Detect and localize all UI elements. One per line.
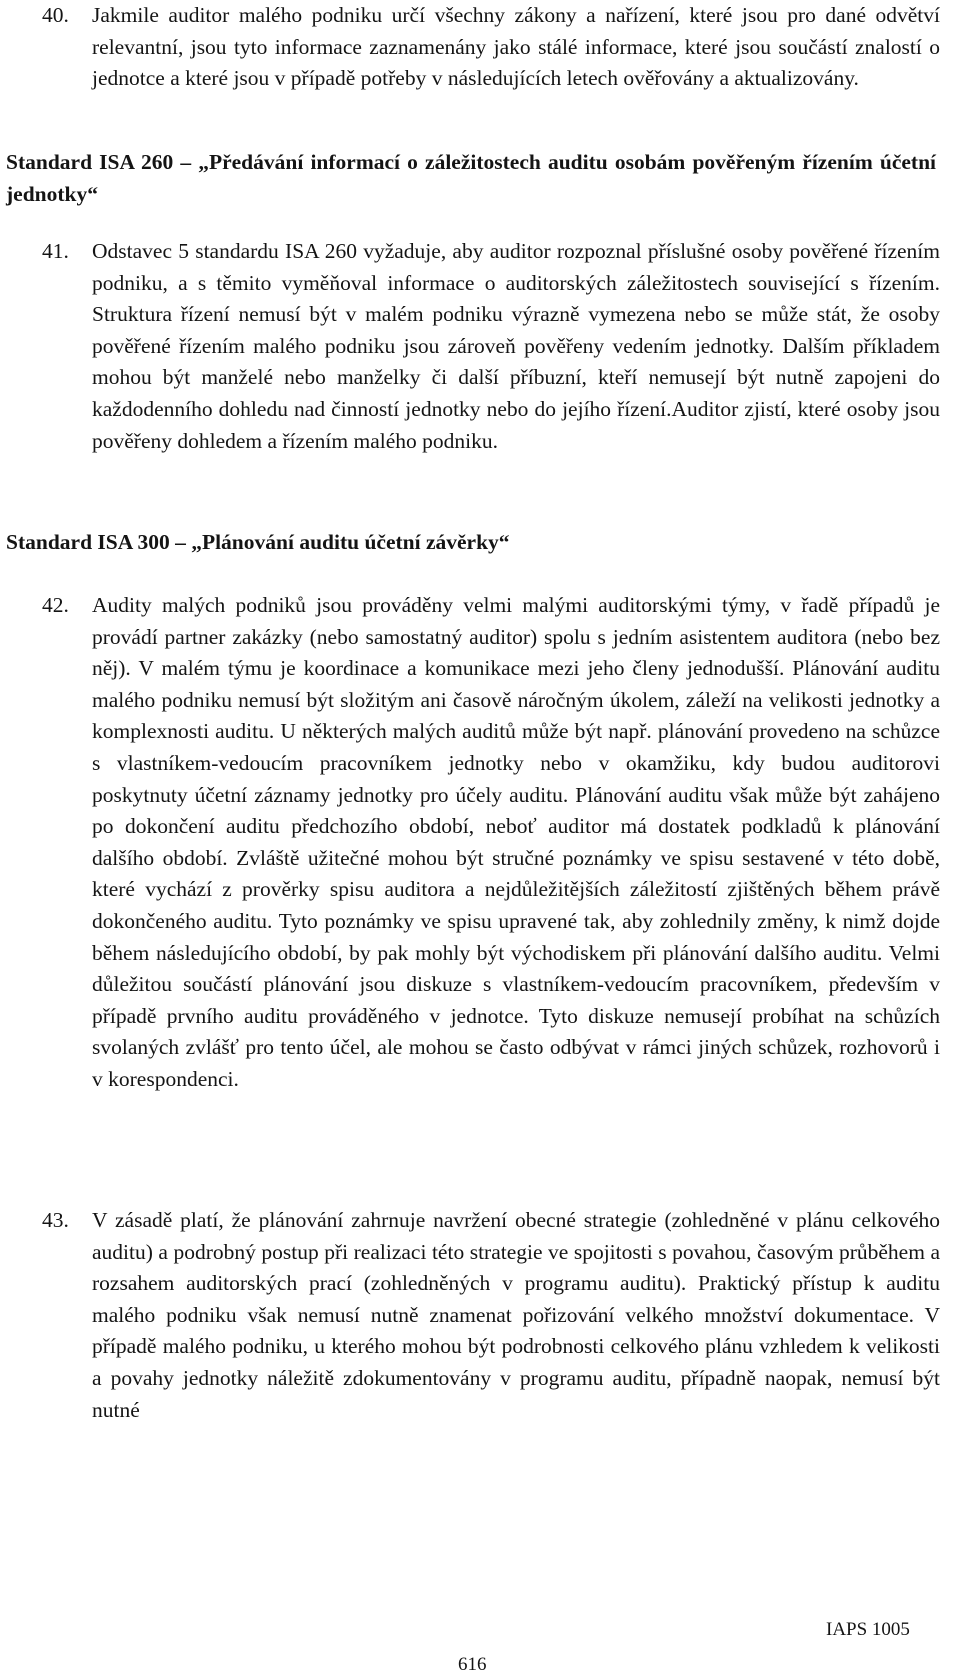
page-number: 616 <box>458 1654 487 1675</box>
section-heading-isa-300: Standard ISA 300 – „Plánování auditu účetní závěrky“ <box>6 530 510 554</box>
paragraph-number: 40. <box>42 3 69 27</box>
paragraph-text: V zásadě platí, že plánování zahrnuje navržení obecné strategie (zohledněné v plánu celkového auditu) a podrobný postup při realizaci této strategie ve spojitosti s povahou, časovým průběhem a rozsahem auditorských prací (zohledněných v programu auditu). Praktický přístup k auditu malého podniku však nemusí nutně znamenat pořizování velkého množství dokumentace. V případě malého podniku, u kterého mohou být podrobnosti celkového plánu vzhledem k velikosti a povahy jednotky náležitě zdokumentovány v programu auditu, případně naopak, nemusí být nutné <box>92 1208 940 1422</box>
paragraph-number: 43. <box>42 1208 69 1232</box>
document-code: IAPS 1005 <box>826 1619 910 1640</box>
paragraph-text: Odstavec 5 standardu ISA 260 vyžaduje, aby auditor rozpoznal příslušné osoby pověřené řízením podniku, a s těmito vyměňoval informace o auditorských záležitostech související s řízením. Struktura řízení nemusí být v malém podniku výrazně vymezena nebo se může stát, že osoby pověřené řízením malého podniku jsou zároveň pověřeny vedením jednotky. Dalším příkladem mohou být manželé nebo manželky či další příbuzní, kteří nemusejí být nutně zapojeni do každodenního dohledu nad činností jednotky nebo do jejího řízení.Auditor zjistí, které osoby jsou pověřeny dohledem a řízením malého podniku. <box>92 239 940 453</box>
paragraph-text: Audity malých podniků jsou prováděny velmi malými auditorskými týmy, v řadě případů je provádí partner zakázky (nebo samostatný auditor) spolu s jedním asistentem auditora (nebo bez něj). V malém týmu je koordinace a komunikace mezi jeho členy jednodušší. Plánování auditu malého podniku nemusí být složitým ani časově náročným úkolem, záleží na velikosti jednotky a komplexnosti auditu. U některých malých auditů může být např. plánování provedeno na schůzce s vlastníkem-vedoucím pracovníkem jednotky nebo v okamžiku, kdy budou auditorovi poskytnuty účetní záznamy jednotky pro účely auditu. Plánování auditu však může být zahájeno po dokončení auditu předchozího období, neboť auditor má dostatek podkladů k plánování dalšího období. Zvláště užitečné mohou být stručné poznámky ve spisu sestavené v této době, které vychází z prověrky spisu auditora a nejdůležitějších záležitostí zjištěných během právě dokončeného auditu. Tyto poznámky ve spisu upravené tak, aby zohlednily změny, k nimž dojde během následujícího období, by pak mohly být východiskem při plánování dalšího auditu. Velmi důležitou součástí plánování jsou diskuze s vlastníkem-vedoucím pracovníkem, především v případě prvního auditu prováděného v jednotce. Tyto diskuze nemusejí probíhat na schůzích svolaných zvlášť pro tento účel, ale mohou se často odbývat v rámci jiných schůzek, rozhovorů i v korespondenci. <box>92 593 940 1091</box>
paragraph-41 <box>0 236 940 457</box>
paragraph-number: 41. <box>42 239 69 263</box>
paragraph-text: Jakmile auditor malého podniku určí všechny zákony a nařízení, které jsou pro dané odvětví relevantní, jsou tyto informace zaznamenány jako stálé informace, které jsou součástí znalostí o jednotce a které jsou v případě potřeby v následujících letech ověřovány a aktualizovány. <box>92 3 940 91</box>
paragraph-number: 42. <box>42 593 69 617</box>
paragraph-43 <box>0 1205 940 1426</box>
paragraph-40 <box>0 0 940 95</box>
paragraph-42 <box>0 590 940 1096</box>
section-heading-isa-260: Standard ISA 260 – „Předávání informací o záležitostech auditu osobám pověřeným řízením účetní jednotky“ <box>6 150 936 206</box>
